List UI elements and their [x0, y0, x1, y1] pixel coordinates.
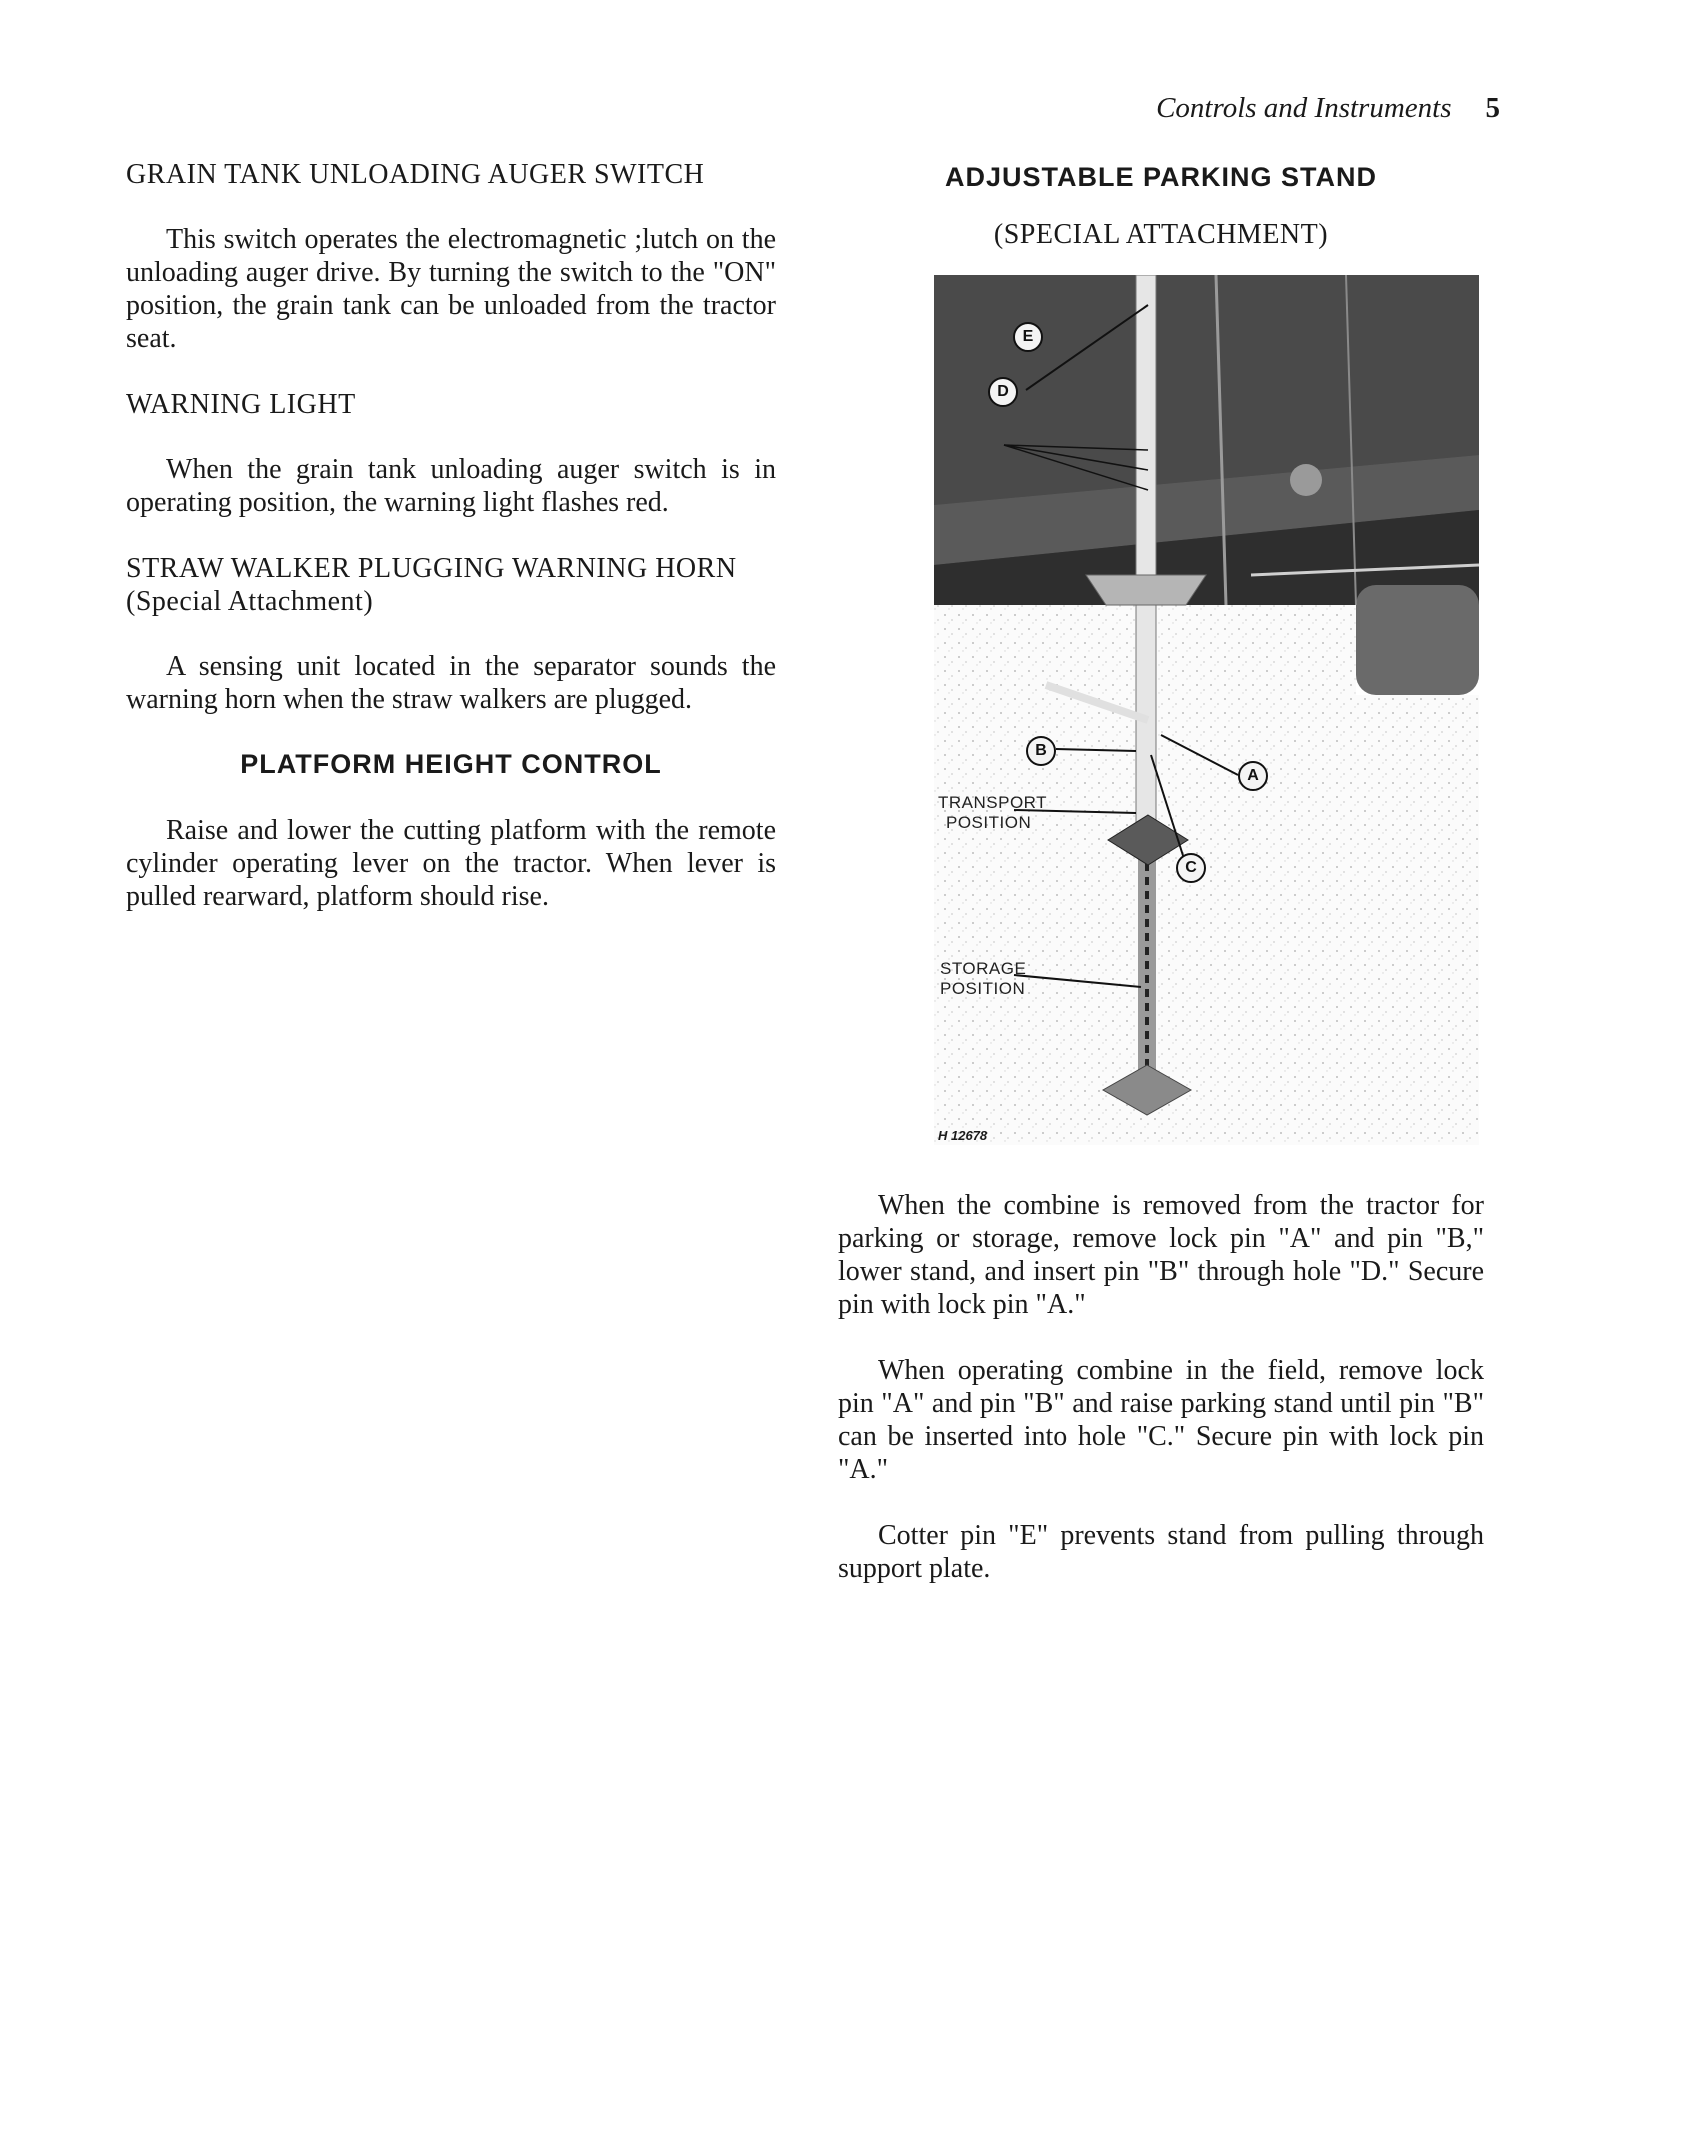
transport-label-line1: TRANSPORT — [938, 793, 1048, 812]
warning-light-heading: WARNING LIGHT — [126, 389, 356, 421]
parking-stand-para-1: When the combine is removed from the tractor for parking or storage, remove lock pin "A" and pin "B," lower stand, and insert pin "B" through hole "D." Secure pin with lock pin "A." — [838, 1190, 1484, 1320]
callout-c: C — [1176, 853, 1206, 883]
platform-height-text: Raise and lower the cutting platform with the remote cylinder operating lever on the tractor. When lever is pulled rearward, platform should rise. — [126, 815, 776, 913]
transport-position-label — [938, 793, 1047, 833]
platform-height-heading: PLATFORM HEIGHT CONTROL — [240, 749, 662, 780]
callout-b: B — [1026, 736, 1056, 766]
auger-switch-text: This switch operates the electromagnetic ;lutch on the unloading auger drive. By turning the switch to the "ON" position, the grain tank can be unloaded from the tractor seat. — [126, 224, 776, 355]
parking-stand-text — [838, 1189, 1484, 1585]
parking-stand-subheading: (SPECIAL ATTACHMENT) — [993, 219, 1329, 250]
parking-stand-heading: ADJUSTABLE PARKING STAND — [944, 162, 1377, 192]
page-number: 5 — [1485, 92, 1500, 124]
callout-d: D — [988, 377, 1018, 407]
parking-stand-para-3: Cotter pin "E" prevents stand from pulling through support plate. — [838, 1520, 1484, 1584]
transport-label-line2: POSITION — [946, 813, 1032, 832]
parking-stand-photo — [886, 275, 1481, 1145]
storage-position-label — [940, 959, 1026, 999]
callout-e: E — [1013, 322, 1043, 352]
right-column — [838, 158, 1484, 1618]
parking-stand-para-2: When operating combine in the field, remove lock pin "A" and pin "B" and raise parking stand until pin "B" can be inserted into hole "C." Secure pin with lock pin "A." — [838, 1355, 1484, 1485]
straw-walker-heading: STRAW WALKER PLUGGING WARNING HORN (Special Attachment) — [126, 553, 737, 618]
running-head — [1040, 92, 1500, 125]
warning-light-text: When the grain tank unloading auger switch is in operating position, the warning light flashes red. — [126, 454, 776, 519]
figure-code: H 12678 — [938, 1128, 988, 1143]
section-title: Controls and Instruments — [1156, 92, 1452, 124]
callout-a: A — [1238, 761, 1268, 791]
parking-stand-illustration — [886, 275, 1481, 1145]
auger-switch-heading: GRAIN TANK UNLOADING AUGER SWITCH — [126, 159, 705, 190]
left-column — [126, 158, 776, 946]
storage-label-line1: STORAGE — [940, 959, 1027, 978]
storage-label-line2: POSITION — [940, 979, 1026, 998]
straw-walker-text: A sensing unit located in the separator sounds the warning horn when the straw walkers are plugged. — [126, 651, 776, 716]
